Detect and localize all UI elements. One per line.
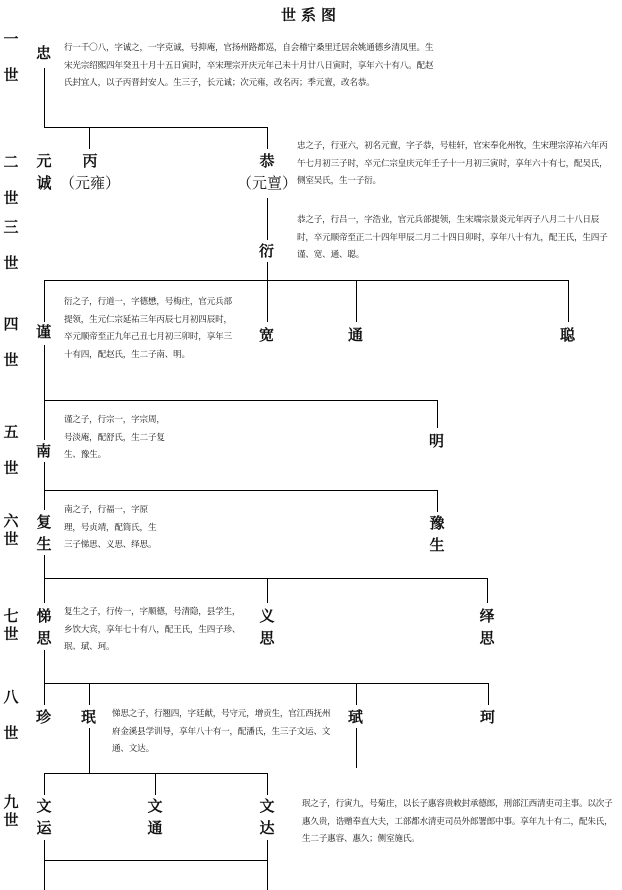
bio-jin: 衍之子，行道一，字德懋，号梅庄，官元兵部提领，生元仁宗延祐三年丙辰七月初四辰时，卒元顺帝至正九年己丑七月初三卯时，享年三十有四，配赵氏，生二子南、明。 xyxy=(64,297,232,360)
bio-wenda: 珉之子，行寅九，号菊庄，以长子惠容贵敕封承德郎，刑部江西清吏司主事。以次子惠久贵，诰赠奉直大夫，工部都水清吏司员外郎署郎中事。享年九十有二，配朱氏，生二子惠容、惠久；侧室施氏。 xyxy=(302,799,613,844)
generation-3-label: 三 世 xyxy=(3,218,19,272)
connector-line xyxy=(44,773,268,774)
connector-line xyxy=(89,728,90,773)
connector-line xyxy=(267,280,268,322)
person-ke: 珂 xyxy=(480,708,496,726)
connector-line xyxy=(437,490,438,512)
connector-line xyxy=(356,683,357,705)
bio-tisi: 复生之子，行传一，字顺德，号清隐，县学生，乡饮大宾，享年七十有八，配王氏，生四子珍、珉、珷、珂。 xyxy=(64,607,241,652)
connector-line xyxy=(488,683,489,705)
connector-line xyxy=(267,840,268,890)
person-ming: 明 xyxy=(429,432,445,450)
person-wenda: 文 达 xyxy=(259,797,275,837)
connector-line xyxy=(44,462,45,510)
connector-line xyxy=(487,578,488,603)
generation-9-label: 九 世 xyxy=(3,793,19,829)
connector-line xyxy=(44,773,45,795)
connector-line xyxy=(155,773,156,795)
generation-5-label: 五 世 xyxy=(3,423,19,477)
connector-line xyxy=(267,127,268,149)
connector-line xyxy=(44,683,489,684)
generation-2-label: 二 世 xyxy=(3,153,19,207)
bio-gong: 忠之子，行亚六，初名元亶，字子恭，号桂轩，官宋奉化州牧，生宋理宗淳祐六年丙午七月初三子时，卒元仁宗皇庆元年壬子十一月初三寅时，享年六十有七，配吴氏，侧室吴氏，生一子衍。 xyxy=(297,141,608,186)
connector-line xyxy=(89,683,90,705)
connector-line xyxy=(44,650,45,705)
person-tisi: 悌 思 xyxy=(36,607,52,647)
bio-nan: 谨之子，行宗一，字宗周，号淡庵，配舒氏，生二子复生、豫生。 xyxy=(64,415,165,460)
page-title: 世系图 xyxy=(280,6,341,24)
person-yan: 衍 xyxy=(259,242,275,260)
person-wentong: 文 通 xyxy=(147,797,163,837)
connector-line xyxy=(44,400,438,401)
person-zhen: 珍 xyxy=(36,708,52,726)
connector-line xyxy=(44,490,438,491)
person-yisi: 义 思 xyxy=(259,607,275,647)
person-gong: 恭 （元亶） xyxy=(236,152,297,192)
connector-line xyxy=(44,578,488,579)
generation-4-label: 四 世 xyxy=(3,315,19,369)
person-cong: 聪 xyxy=(560,326,576,344)
bio-min: 悌思之子，行翘四，字廷献，号守元，增贡生，官江西抚州府金溪县学训导，享年八十有一，配潘氏，生三子文运、文通、文达。 xyxy=(112,709,331,754)
generation-8-label: 八 世 xyxy=(3,688,19,742)
connector-line xyxy=(356,728,357,768)
connector-line xyxy=(44,280,45,322)
person-tong: 通 xyxy=(348,326,364,344)
person-yuancheng: 元 诚 xyxy=(36,152,52,192)
connector-line xyxy=(89,127,90,149)
connector-line xyxy=(356,280,357,322)
connector-line xyxy=(267,198,268,240)
connector-line xyxy=(267,773,268,795)
connector-line xyxy=(44,280,569,281)
bio-yan: 恭之子，行吕一，字浩业，官元兵部提领，生宋端宗景炎元年丙子八月二十八日辰时，卒元顺帝至正二十四年甲辰二月二十四日卯时，享年八十有九，配王氏，生四子谨、宽、通、聪。 xyxy=(297,215,608,260)
person-fusheng: 复 生 xyxy=(36,513,52,553)
connector-line xyxy=(437,400,438,428)
generation-6-label: 六 世 xyxy=(3,512,19,548)
bio-fusheng: 南之子，行福一，字原理，号贞靖，配筒氏，生三子悌思、义思、绎思。 xyxy=(64,505,157,550)
person-jin: 谨 xyxy=(36,323,52,341)
generation-7-label: 七 世 xyxy=(3,607,19,643)
person-shi: 珷 xyxy=(348,708,364,726)
person-zhong: 忠 xyxy=(36,44,52,62)
connector-line xyxy=(44,68,45,128)
connector-line xyxy=(44,860,268,861)
bio-zhong: 行一千〇八，字诚之，一字克诚，号抑庵，官扬州路都巡，自会稽宁桑里迁居余姚通德乡清凤里。生宋光宗绍熙四年癸丑十月十五日寅时，卒宋理宗开庆元年己未十月廿八日寅时，享年六十有八。配赵氏封宜人，以子丙晋封安人。生三子，长元诚；次元雍，改名丙；季元亶，改名恭。 xyxy=(64,43,434,88)
generation-1-label: 一 世 xyxy=(3,30,19,84)
person-kuan: 宽 xyxy=(259,326,275,344)
connector-line xyxy=(44,345,45,440)
connector-line xyxy=(267,262,268,280)
person-yusheng: 豫 生 xyxy=(429,514,445,554)
connector-line xyxy=(44,840,45,890)
person-min: 珉 xyxy=(81,708,97,726)
connector-line xyxy=(568,280,569,322)
connector-line xyxy=(44,127,268,128)
person-nan: 南 xyxy=(36,442,52,460)
person-bing: 丙 （元雍） xyxy=(60,152,121,192)
connector-line xyxy=(267,578,268,603)
connector-line xyxy=(44,555,45,603)
person-wenyun: 文 运 xyxy=(36,797,52,837)
person-yisi-2: 绎 思 xyxy=(479,607,495,647)
